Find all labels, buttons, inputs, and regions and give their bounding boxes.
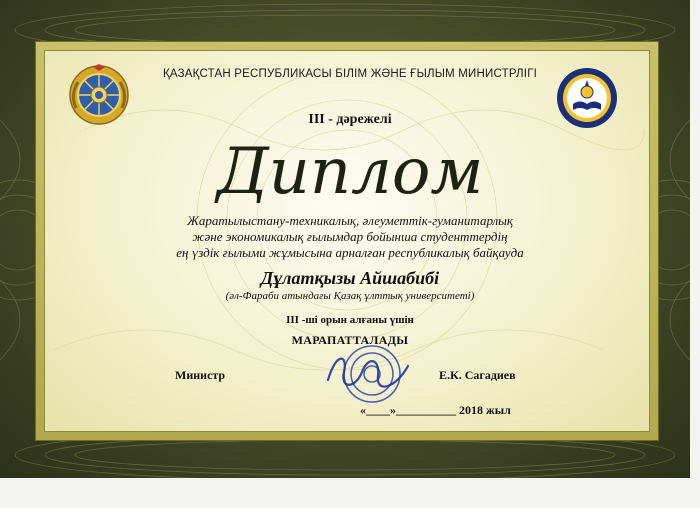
competition-line: және экономикалық ғылымдар бойынша студенттердің bbox=[192, 229, 508, 244]
competition-description bbox=[0, 213, 700, 261]
scan-margin bbox=[0, 478, 700, 508]
svg-text:Диплом: Диплом bbox=[216, 135, 484, 209]
university-name: (әл-Фараби атындағы Қазақ ұлттық университеті) bbox=[225, 290, 475, 302]
competition-line: ең үздік ғылыми жұмысына арналған республикалық байқауда bbox=[176, 245, 524, 260]
official-stamp-icon bbox=[322, 342, 414, 406]
diploma-title bbox=[180, 125, 520, 210]
place-text: III -ші орын алғаны үшін bbox=[286, 314, 414, 326]
awarded-label: МАРАПАТТАЛАДЫ bbox=[291, 333, 409, 347]
ministry-header: ҚАЗАҚСТАН РЕСПУБЛИКАСЫ БІЛІМ ЖӘНЕ ҒЫЛЫМ МИНИСТРЛІГІ bbox=[162, 68, 538, 80]
recipient-name: Дұлатқызы Айшабибі bbox=[260, 268, 440, 288]
minister-label: Министр bbox=[175, 368, 226, 382]
competition-line: Жаратылыстану-техникалық, әлеуметтік-гуманитарлық bbox=[187, 213, 513, 228]
date-line: «____»__________ 2018 жыл bbox=[360, 403, 511, 417]
degree-label: III - дәрежелі bbox=[308, 112, 392, 127]
minister-name: Е.К. Сагадиев bbox=[439, 368, 516, 382]
